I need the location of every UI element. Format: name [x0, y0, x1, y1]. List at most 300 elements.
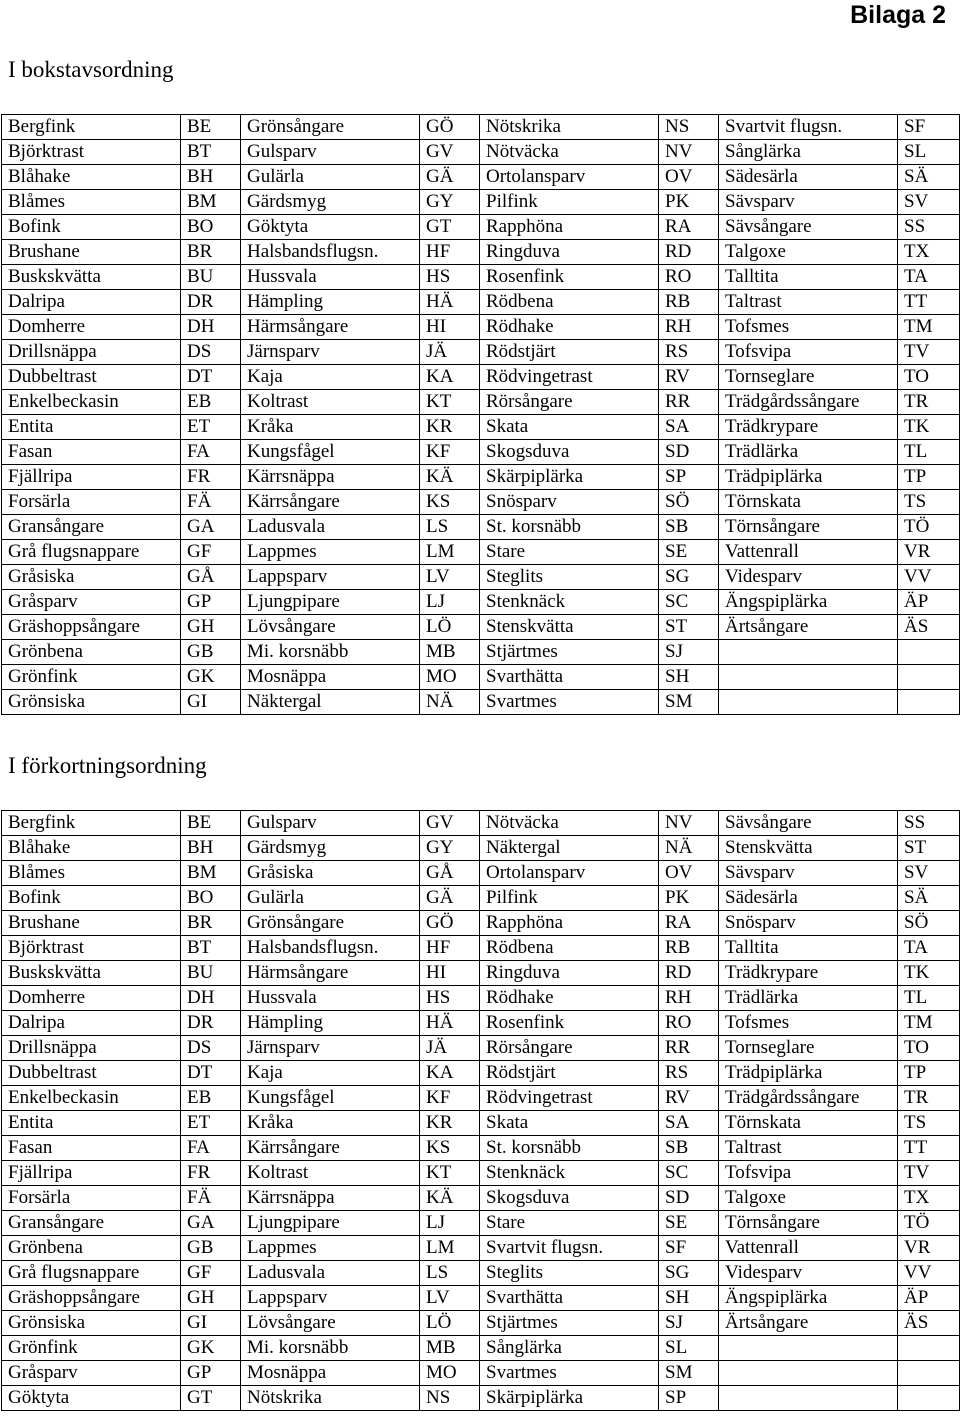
- bird-code-cell: NS: [420, 1386, 480, 1411]
- bird-code-cell: SP: [659, 465, 719, 490]
- bird-code-cell: RO: [659, 265, 719, 290]
- table-row: [2, 1361, 960, 1386]
- bird-code-cell: MB: [420, 1336, 480, 1361]
- bird-code-cell: ST: [898, 836, 960, 861]
- bird-name-cell: Kärrsnäppa: [241, 465, 420, 490]
- bird-code-cell: KS: [420, 1136, 480, 1161]
- bird-name-cell: Trädgårdssångare: [719, 390, 898, 415]
- bird-code-cell: BM: [181, 190, 241, 215]
- bird-name-cell: Kaja: [241, 365, 420, 390]
- bird-code-cell: SB: [659, 515, 719, 540]
- bird-code-cell: TA: [898, 265, 960, 290]
- bird-code-cell: KS: [420, 490, 480, 515]
- bird-code-cell: HÄ: [420, 1011, 480, 1036]
- bird-code-cell: BE: [181, 811, 241, 836]
- table-row: [2, 565, 960, 590]
- bird-name-cell: Ladusvala: [241, 515, 420, 540]
- bird-name-cell: Svartmes: [480, 1361, 659, 1386]
- bird-name-cell: Skata: [480, 1111, 659, 1136]
- bird-code-cell: SF: [659, 1236, 719, 1261]
- bird-code-cell: LM: [420, 1236, 480, 1261]
- bird-name-cell: Stjärtmes: [480, 640, 659, 665]
- bird-name-cell: Gråsparv: [2, 590, 181, 615]
- bird-name-cell: Sädesärla: [719, 165, 898, 190]
- bird-code-cell: VR: [898, 1236, 960, 1261]
- bird-name-cell: Stenknäck: [480, 590, 659, 615]
- bird-name-cell: Fjällripa: [2, 465, 181, 490]
- bird-name-cell: Rödvingetrast: [480, 365, 659, 390]
- bird-code-cell: KT: [420, 1161, 480, 1186]
- bird-code-cell: ST: [659, 615, 719, 640]
- bird-name-cell: Trädlärka: [719, 986, 898, 1011]
- section-title-alphabetical: I bokstavsordning: [8, 57, 174, 82]
- bird-name-cell: Dalripa: [2, 290, 181, 315]
- bird-name-cell: Forsärla: [2, 1186, 181, 1211]
- bird-code-cell: GK: [181, 665, 241, 690]
- bird-name-cell: Buskskvätta: [2, 961, 181, 986]
- bird-code-cell: EB: [181, 1086, 241, 1111]
- bird-code-cell: RV: [659, 1086, 719, 1111]
- bird-name-cell: Sädesärla: [719, 886, 898, 911]
- bird-name-cell: Ljungpipare: [241, 590, 420, 615]
- bird-name-cell: Törnsångare: [719, 1211, 898, 1236]
- bird-name-cell: Talltita: [719, 265, 898, 290]
- bird-name-cell: Gulsparv: [241, 140, 420, 165]
- bird-code-cell: SJ: [659, 1311, 719, 1336]
- bird-code-cell: NV: [659, 811, 719, 836]
- bird-name-cell: Lappmes: [241, 1236, 420, 1261]
- bird-name-cell: Taltrast: [719, 1136, 898, 1161]
- bird-name-cell: Ängspiplärka: [719, 1286, 898, 1311]
- bird-name-cell: Stjärtmes: [480, 1311, 659, 1336]
- bird-name-cell: Stare: [480, 540, 659, 565]
- bird-name-cell: Grönfink: [2, 665, 181, 690]
- bird-name-cell: Blåmes: [2, 190, 181, 215]
- bird-name-cell: Koltrast: [241, 390, 420, 415]
- bird-name-cell: Koltrast: [241, 1161, 420, 1186]
- bird-code-cell: SE: [659, 540, 719, 565]
- bird-name-cell: Näktergal: [480, 836, 659, 861]
- table-row: [2, 265, 960, 290]
- section-title-by-abbreviation: I förkortningsordning: [8, 753, 207, 778]
- bird-name-cell: Rosenfink: [480, 265, 659, 290]
- bird-code-cell: LÖ: [420, 615, 480, 640]
- bird-name-cell: Grå flugsnappare: [2, 540, 181, 565]
- bird-name-cell: Gransångare: [2, 515, 181, 540]
- bird-name-cell: Talgoxe: [719, 1186, 898, 1211]
- bird-name-cell: Kråka: [241, 415, 420, 440]
- bird-name-cell: Rörsångare: [480, 1036, 659, 1061]
- bird-code-cell: SÖ: [898, 911, 960, 936]
- table-row: [2, 690, 960, 715]
- appendix-label: Bilaga 2: [850, 1, 946, 29]
- bird-name-cell: Snösparv: [719, 911, 898, 936]
- bird-code-cell: TL: [898, 986, 960, 1011]
- bird-code-cell: VV: [898, 565, 960, 590]
- bird-name-cell: [719, 1361, 898, 1386]
- bird-code-cell: PK: [659, 886, 719, 911]
- bird-code-cell: RR: [659, 390, 719, 415]
- bird-name-cell: [719, 690, 898, 715]
- bird-code-cell: GI: [181, 1311, 241, 1336]
- bird-code-cell: SV: [898, 861, 960, 886]
- table-row: [2, 861, 960, 886]
- bird-code-cell: HS: [420, 986, 480, 1011]
- bird-code-cell: SS: [898, 215, 960, 240]
- bird-code-cell: GÅ: [420, 861, 480, 886]
- bird-name-cell: Pilfink: [480, 886, 659, 911]
- bird-code-cell: FA: [181, 1136, 241, 1161]
- bird-code-cell: TL: [898, 440, 960, 465]
- bird-code-cell: EB: [181, 390, 241, 415]
- bird-code-cell: SF: [898, 115, 960, 140]
- bird-name-cell: Rödstjärt: [480, 340, 659, 365]
- bird-code-cell: GA: [181, 1211, 241, 1236]
- bird-code-cell: SC: [659, 590, 719, 615]
- bird-code-cell: SP: [659, 1386, 719, 1411]
- bird-name-cell: Rörsångare: [480, 390, 659, 415]
- bird-code-cell: KF: [420, 440, 480, 465]
- bird-name-cell: Blåhake: [2, 165, 181, 190]
- bird-code-cell: GI: [181, 690, 241, 715]
- bird-name-cell: Gulsparv: [241, 811, 420, 836]
- bird-name-cell: Steglits: [480, 1261, 659, 1286]
- table-row: [2, 1136, 960, 1161]
- bird-name-cell: Sånglärka: [480, 1336, 659, 1361]
- bird-name-cell: Brushane: [2, 240, 181, 265]
- table-row: [2, 540, 960, 565]
- bird-code-cell: NS: [659, 115, 719, 140]
- bird-name-cell: Bergfink: [2, 811, 181, 836]
- bird-name-cell: Buskskvätta: [2, 265, 181, 290]
- bird-name-cell: Mosnäppa: [241, 1361, 420, 1386]
- bird-code-cell: LS: [420, 1261, 480, 1286]
- bird-name-cell: Videsparv: [719, 565, 898, 590]
- bird-code-cell: BT: [181, 140, 241, 165]
- bird-name-cell: Tofsvipa: [719, 1161, 898, 1186]
- bird-name-cell: Gransångare: [2, 1211, 181, 1236]
- bird-name-cell: [719, 1336, 898, 1361]
- bird-code-cell: GH: [181, 1286, 241, 1311]
- bird-code-cell: SB: [659, 1136, 719, 1161]
- bird-code-cell: GÖ: [420, 911, 480, 936]
- bird-name-cell: Grönfink: [2, 1336, 181, 1361]
- bird-name-cell: Gråsparv: [2, 1361, 181, 1386]
- bird-name-cell: Lappmes: [241, 540, 420, 565]
- table-row: [2, 1336, 960, 1361]
- table-row: [2, 1086, 960, 1111]
- bird-code-cell: LJ: [420, 590, 480, 615]
- bird-name-cell: Sävsångare: [719, 215, 898, 240]
- table-row: [2, 140, 960, 165]
- bird-code-cell: NÄ: [420, 690, 480, 715]
- bird-name-cell: Enkelbeckasin: [2, 1086, 181, 1111]
- bird-code-cell: OV: [659, 861, 719, 886]
- bird-name-cell: Rödhake: [480, 315, 659, 340]
- table-row: [2, 240, 960, 265]
- bird-code-cell: HI: [420, 961, 480, 986]
- bird-name-cell: Ortolansparv: [480, 861, 659, 886]
- bird-name-cell: Blåhake: [2, 836, 181, 861]
- bird-code-cell: TM: [898, 1011, 960, 1036]
- bird-code-cell: RD: [659, 961, 719, 986]
- bird-name-cell: Skogsduva: [480, 440, 659, 465]
- bird-code-cell: TX: [898, 240, 960, 265]
- bird-name-cell: Ortolansparv: [480, 165, 659, 190]
- bird-name-cell: Stare: [480, 1211, 659, 1236]
- bird-name-cell: Ringduva: [480, 240, 659, 265]
- bird-name-cell: Göktyta: [241, 215, 420, 240]
- bird-name-cell: Tofsvipa: [719, 340, 898, 365]
- bird-code-cell: BH: [181, 165, 241, 190]
- bird-code-cell: RA: [659, 215, 719, 240]
- bird-code-cell: RV: [659, 365, 719, 390]
- bird-name-cell: Grönsångare: [241, 911, 420, 936]
- bird-code-cell: NÄ: [659, 836, 719, 861]
- bird-code-cell: TV: [898, 340, 960, 365]
- bird-code-cell: RA: [659, 911, 719, 936]
- bird-code-cell: ÄP: [898, 590, 960, 615]
- bird-name-cell: Fasan: [2, 440, 181, 465]
- bird-name-cell: Vattenrall: [719, 540, 898, 565]
- bird-code-cell: SH: [659, 1286, 719, 1311]
- bird-name-cell: Steglits: [480, 565, 659, 590]
- bird-name-cell: Törnskata: [719, 490, 898, 515]
- bird-name-cell: Sävsparv: [719, 190, 898, 215]
- table-row: [2, 190, 960, 215]
- bird-code-cell: LM: [420, 540, 480, 565]
- bird-code-cell: BO: [181, 215, 241, 240]
- bird-name-cell: Enkelbeckasin: [2, 390, 181, 415]
- bird-code-cell: LV: [420, 565, 480, 590]
- bird-code-cell: [898, 665, 960, 690]
- bird-code-table-by-abbreviation: [1, 810, 960, 1411]
- bird-name-cell: St. korsnäbb: [480, 1136, 659, 1161]
- bird-name-cell: Nötväcka: [480, 811, 659, 836]
- bird-name-cell: Hämpling: [241, 1011, 420, 1036]
- table-row: [2, 665, 960, 690]
- bird-code-cell: TO: [898, 365, 960, 390]
- bird-name-cell: Hämpling: [241, 290, 420, 315]
- bird-code-cell: ET: [181, 1111, 241, 1136]
- bird-name-cell: Ringduva: [480, 961, 659, 986]
- bird-code-cell: RB: [659, 936, 719, 961]
- bird-name-cell: Näktergal: [241, 690, 420, 715]
- bird-code-cell: HI: [420, 315, 480, 340]
- table-row: [2, 1311, 960, 1336]
- bird-code-cell: BO: [181, 886, 241, 911]
- table-row: [2, 590, 960, 615]
- bird-code-cell: BU: [181, 265, 241, 290]
- bird-name-cell: Bergfink: [2, 115, 181, 140]
- bird-code-cell: GF: [181, 1261, 241, 1286]
- bird-code-cell: SH: [659, 665, 719, 690]
- bird-code-cell: GA: [181, 515, 241, 540]
- table-row: [2, 490, 960, 515]
- bird-code-cell: DT: [181, 365, 241, 390]
- table-row: [2, 440, 960, 465]
- bird-name-cell: Svarthätta: [480, 665, 659, 690]
- bird-name-cell: Ärtsångare: [719, 1311, 898, 1336]
- bird-code-cell: HF: [420, 240, 480, 265]
- table-row: [2, 836, 960, 861]
- bird-name-cell: Bofink: [2, 215, 181, 240]
- bird-code-cell: SÖ: [659, 490, 719, 515]
- bird-name-cell: Tofsmes: [719, 1011, 898, 1036]
- table-row: [2, 615, 960, 640]
- bird-name-cell: Hussvala: [241, 986, 420, 1011]
- bird-code-cell: RS: [659, 340, 719, 365]
- bird-code-cell: SA: [659, 1111, 719, 1136]
- bird-name-cell: Trädpiplärka: [719, 1061, 898, 1086]
- bird-name-cell: Härmsångare: [241, 315, 420, 340]
- bird-code-cell: BT: [181, 936, 241, 961]
- bird-code-cell: BU: [181, 961, 241, 986]
- bird-name-cell: Grönsiska: [2, 690, 181, 715]
- bird-name-cell: Skogsduva: [480, 1186, 659, 1211]
- table-row: [2, 290, 960, 315]
- bird-code-cell: TT: [898, 1136, 960, 1161]
- bird-name-cell: Vattenrall: [719, 1236, 898, 1261]
- bird-name-cell: Domherre: [2, 315, 181, 340]
- bird-code-cell: KT: [420, 390, 480, 415]
- bird-code-cell: GV: [420, 811, 480, 836]
- bird-code-cell: ET: [181, 415, 241, 440]
- bird-name-cell: Rödbena: [480, 936, 659, 961]
- table-row: [2, 936, 960, 961]
- bird-code-cell: TP: [898, 465, 960, 490]
- bird-code-cell: DS: [181, 1036, 241, 1061]
- bird-name-cell: Mosnäppa: [241, 665, 420, 690]
- bird-name-cell: Trädkrypare: [719, 961, 898, 986]
- bird-code-cell: RS: [659, 1061, 719, 1086]
- bird-code-cell: KR: [420, 1111, 480, 1136]
- bird-name-cell: Brushane: [2, 911, 181, 936]
- bird-code-cell: JÄ: [420, 1036, 480, 1061]
- bird-code-cell: VV: [898, 1261, 960, 1286]
- bird-name-cell: Svartvit flugsn.: [719, 115, 898, 140]
- bird-name-cell: Svarthätta: [480, 1286, 659, 1311]
- bird-code-cell: SÄ: [898, 165, 960, 190]
- bird-name-cell: Rödstjärt: [480, 1061, 659, 1086]
- bird-code-cell: TS: [898, 490, 960, 515]
- bird-code-cell: BM: [181, 861, 241, 886]
- bird-code-cell: TX: [898, 1186, 960, 1211]
- table-row: [2, 911, 960, 936]
- bird-code-cell: KF: [420, 1086, 480, 1111]
- table-row: [2, 1011, 960, 1036]
- bird-code-cell: TP: [898, 1061, 960, 1086]
- bird-name-cell: Sävsångare: [719, 811, 898, 836]
- bird-code-cell: GB: [181, 640, 241, 665]
- bird-name-cell: Skärpiplärka: [480, 465, 659, 490]
- bird-code-cell: RD: [659, 240, 719, 265]
- bird-code-cell: DS: [181, 340, 241, 365]
- bird-name-cell: Videsparv: [719, 1261, 898, 1286]
- table-row: [2, 365, 960, 390]
- bird-code-cell: TT: [898, 290, 960, 315]
- bird-code-cell: RB: [659, 290, 719, 315]
- bird-code-cell: GÖ: [420, 115, 480, 140]
- table-row: [2, 1061, 960, 1086]
- bird-code-cell: [898, 1336, 960, 1361]
- bird-name-cell: Nötskrika: [241, 1386, 420, 1411]
- bird-name-cell: Ladusvala: [241, 1261, 420, 1286]
- bird-name-cell: Skata: [480, 415, 659, 440]
- bird-code-cell: LÖ: [420, 1311, 480, 1336]
- bird-code-cell: BR: [181, 911, 241, 936]
- bird-code-cell: DH: [181, 315, 241, 340]
- bird-name-cell: Kungsfågel: [241, 1086, 420, 1111]
- bird-code-cell: SJ: [659, 640, 719, 665]
- bird-name-cell: Stenknäck: [480, 1161, 659, 1186]
- bird-code-cell: RO: [659, 1011, 719, 1036]
- bird-name-cell: Bofink: [2, 886, 181, 911]
- bird-code-cell: TÖ: [898, 1211, 960, 1236]
- bird-code-cell: KA: [420, 365, 480, 390]
- bird-code-cell: SM: [659, 1361, 719, 1386]
- bird-code-cell: GÅ: [181, 565, 241, 590]
- bird-code-cell: GB: [181, 1236, 241, 1261]
- bird-code-cell: HF: [420, 936, 480, 961]
- bird-name-cell: Kungsfågel: [241, 440, 420, 465]
- bird-code-cell: TÖ: [898, 515, 960, 540]
- bird-code-cell: LV: [420, 1286, 480, 1311]
- bird-code-cell: LS: [420, 515, 480, 540]
- table-row: [2, 165, 960, 190]
- bird-name-cell: Gräshoppsångare: [2, 1286, 181, 1311]
- bird-name-cell: [719, 640, 898, 665]
- bird-code-cell: DR: [181, 1011, 241, 1036]
- bird-name-cell: Trädgårdssångare: [719, 1086, 898, 1111]
- bird-code-cell: SS: [898, 811, 960, 836]
- bird-code-cell: SD: [659, 440, 719, 465]
- bird-code-cell: GH: [181, 615, 241, 640]
- bird-name-cell: Tornseglare: [719, 1036, 898, 1061]
- bird-name-cell: Ljungpipare: [241, 1211, 420, 1236]
- bird-name-cell: Grönbena: [2, 1236, 181, 1261]
- bird-name-cell: Blåmes: [2, 861, 181, 886]
- bird-name-cell: Sånglärka: [719, 140, 898, 165]
- bird-name-cell: Göktyta: [2, 1386, 181, 1411]
- bird-code-cell: FR: [181, 1161, 241, 1186]
- bird-code-cell: FR: [181, 465, 241, 490]
- bird-name-cell: [719, 665, 898, 690]
- bird-name-cell: Talltita: [719, 936, 898, 961]
- table-row: [2, 1186, 960, 1211]
- bird-name-cell: Svartvit flugsn.: [480, 1236, 659, 1261]
- bird-name-cell: Kaja: [241, 1061, 420, 1086]
- bird-name-cell: Gulärla: [241, 886, 420, 911]
- bird-code-cell: GY: [420, 836, 480, 861]
- bird-name-cell: Lövsångare: [241, 615, 420, 640]
- bird-name-cell: Grönsiska: [2, 1311, 181, 1336]
- bird-name-cell: Taltrast: [719, 290, 898, 315]
- bird-name-cell: Skärpiplärka: [480, 1386, 659, 1411]
- table-row: [2, 1386, 960, 1411]
- bird-name-cell: Järnsparv: [241, 1036, 420, 1061]
- bird-code-cell: NV: [659, 140, 719, 165]
- bird-name-cell: Järnsparv: [241, 340, 420, 365]
- bird-code-cell: GÄ: [420, 165, 480, 190]
- bird-name-cell: Stenskvätta: [480, 615, 659, 640]
- bird-name-cell: Trädpiplärka: [719, 465, 898, 490]
- bird-code-cell: JÄ: [420, 340, 480, 365]
- bird-name-cell: Lappsparv: [241, 1286, 420, 1311]
- bird-name-cell: Nötväcka: [480, 140, 659, 165]
- bird-code-cell: OV: [659, 165, 719, 190]
- bird-code-cell: TR: [898, 390, 960, 415]
